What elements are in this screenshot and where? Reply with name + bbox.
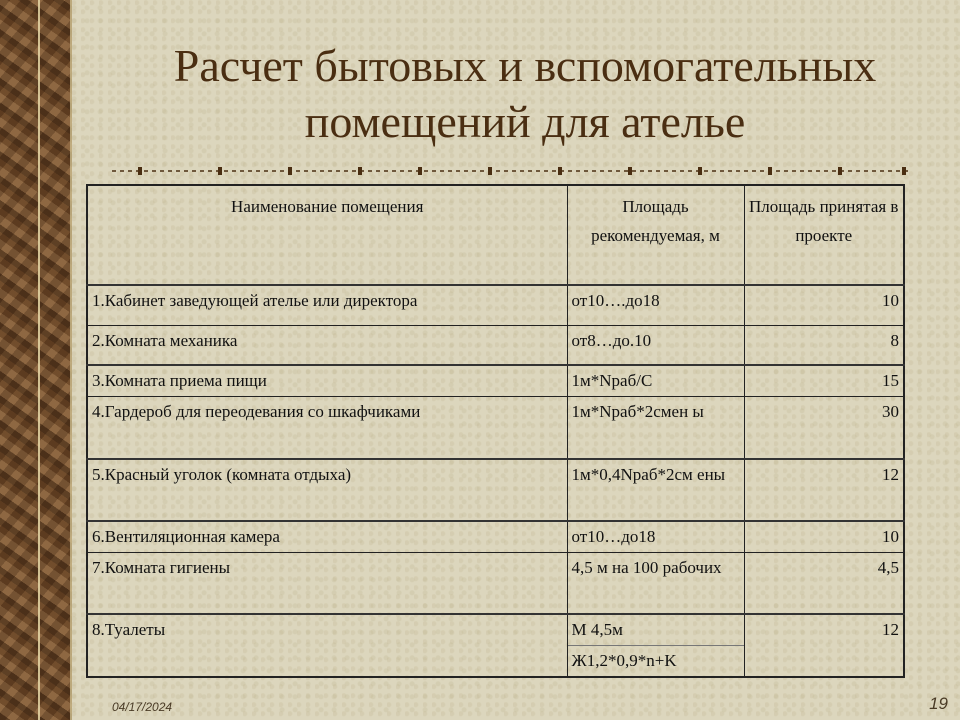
room-name: 6.Вентиляционная камера [87, 521, 567, 553]
table-row [87, 614, 904, 677]
table-header-row [87, 185, 904, 285]
header-recommended-area: Площадь рекомендуемая, м [567, 185, 744, 285]
slide-number: 19 [929, 694, 948, 713]
accepted-area: 12 [744, 459, 904, 521]
header-room-name: Наименование помещения [87, 185, 567, 285]
recommended-area: 1м*Nраб*2смен ы [567, 397, 744, 459]
room-name: 1.Кабинет заведующей ателье или директора [87, 285, 567, 325]
table-row [87, 325, 904, 365]
table-row [87, 365, 904, 397]
recommended-area-cell [567, 614, 744, 677]
slide-title [90, 38, 960, 150]
accepted-area: 30 [744, 397, 904, 459]
title-line-2: помещений для ателье [304, 96, 746, 147]
recommended-area-female: Ж1,2*0,9*n+K [571, 651, 677, 670]
accepted-area: 10 [744, 285, 904, 325]
table-row [87, 552, 904, 614]
recommended-area: от10…до18 [567, 521, 744, 553]
room-name: 2.Комната механика [87, 325, 567, 365]
title-line-1: Расчет бытовых и вспомогательных [173, 40, 877, 91]
table-row [87, 397, 904, 459]
room-name: 8.Туалеты [87, 614, 567, 677]
room-name: 7.Комната гигиены [87, 552, 567, 614]
rooms-table [86, 184, 905, 678]
room-name: 4.Гардероб для переодевания со шкафчиками [87, 397, 567, 459]
table-row [87, 459, 904, 521]
strip-divider [38, 0, 40, 720]
header-accepted-area: Площадь принятая в проекте [744, 185, 904, 285]
recommended-area: от10….до18 [567, 285, 744, 325]
recommended-area: 4,5 м на 100 рабочих [567, 552, 744, 614]
recommended-area: 1м*0,4Nраб*2см ены [567, 459, 744, 521]
room-name: 3.Комната приема пищи [87, 365, 567, 397]
table-row [87, 521, 904, 553]
room-name: 5.Красный уголок (комната отдыха) [87, 459, 567, 521]
title-divider [112, 166, 912, 176]
accepted-area: 10 [744, 521, 904, 553]
recommended-area: 1м*Nраб/С [567, 365, 744, 397]
accepted-area: 4,5 [744, 552, 904, 614]
accepted-area: 8 [744, 325, 904, 365]
recommended-area: М 4,5м [568, 615, 744, 646]
strip-border [70, 0, 72, 720]
slide-date: 04/17/2024 [112, 700, 173, 714]
recommended-area: от8…до.10 [567, 325, 744, 365]
accepted-area: 12 [744, 614, 904, 677]
accepted-area: 15 [744, 365, 904, 397]
decorative-side-strip [0, 0, 72, 720]
table-row [87, 285, 904, 325]
